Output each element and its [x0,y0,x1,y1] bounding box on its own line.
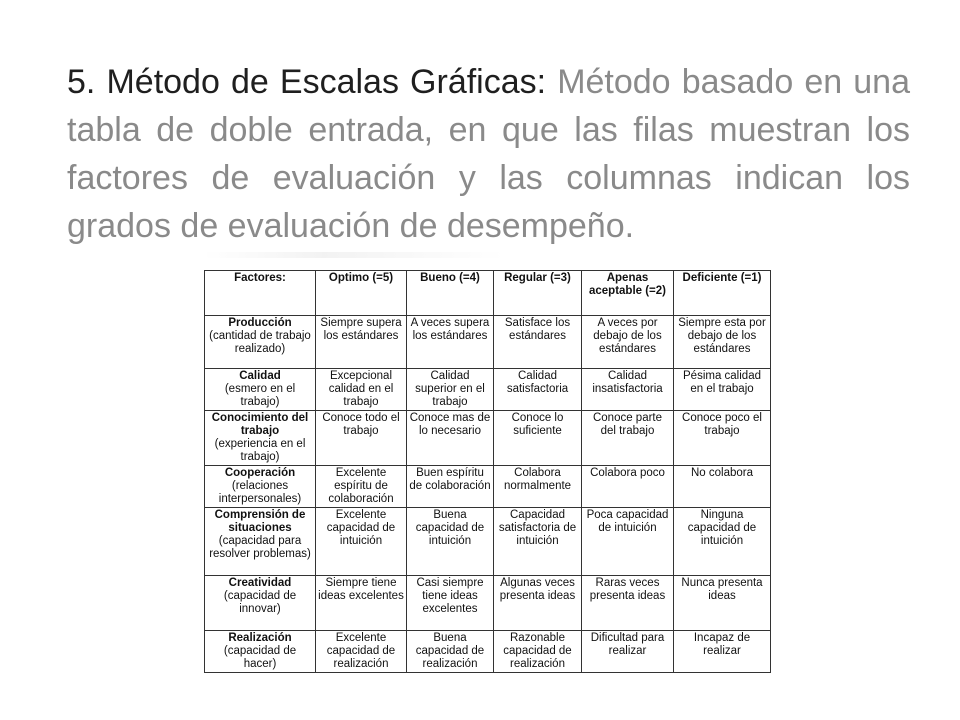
rating-cell: Conoce lo suficiente [494,411,582,466]
rating-cell: Dificultad para realizar [582,631,674,673]
factor-detail: (esmero en el trabajo) [224,383,296,408]
rating-cell: Buena capacidad de realización [407,631,494,673]
rating-cell: Excelente capacidad de intuición [316,508,407,576]
rating-cell: Casi siempre tiene ideas excelentes [407,576,494,631]
rating-cell: Conoce poco el trabajo [674,411,771,466]
rating-cell: Calidad satisfactoria [494,369,582,411]
rating-cell: Siempre supera los estándares [316,316,407,369]
factor-detail: (relaciones interpersonales) [218,480,302,505]
factor-name: Creatividad [228,577,292,589]
rating-cell: Calidad insatisfactoria [582,369,674,411]
factor-cell [205,316,316,369]
rating-cell: Ninguna capacidad de intuición [674,508,771,576]
factor-detail: (experiencia en el trabajo) [214,438,306,463]
rating-cell: Buen espíritu de colaboración [407,466,494,508]
slide-heading [67,58,910,250]
rating-cell: A veces por debajo de los estándares [582,316,674,369]
factor-detail: (cantidad de trabajo realizado) [209,330,311,355]
rating-cell: Buena capacidad de intuición [407,508,494,576]
factor-name: Conocimiento del trabajo [211,412,309,437]
rating-cell: Colabora normalmente [494,466,582,508]
table-row [205,411,771,466]
table-row [205,466,771,508]
header-cell: Factores: [205,271,316,316]
table-row [205,316,771,369]
rating-cell: Excelente capacidad de realización [316,631,407,673]
factor-cell [205,369,316,411]
header-cell: Apenas aceptable (=2) [582,271,674,316]
rating-cell: Satisface los estándares [494,316,582,369]
table-row [205,631,771,673]
rating-cell: Poca capacidad de intuición [582,508,674,576]
table-header-row [205,271,771,316]
rating-cell: Razonable capacidad de realización [494,631,582,673]
rating-cell: Siempre esta por debajo de los estándares [674,316,771,369]
header-cell: Regular (=3) [494,271,582,316]
factor-detail: (capacidad de hacer) [223,645,297,670]
factor-name: Comprensión de situaciones [214,509,306,534]
heading-title: Método de Escalas Gráficas: [106,63,547,101]
scan-artifact [204,252,504,258]
factor-cell [205,508,316,576]
rating-cell: Excepcional calidad en el trabajo [316,369,407,411]
factor-cell [205,576,316,631]
rating-cell: Nunca presenta ideas [674,576,771,631]
header-cell: Bueno (=4) [407,271,494,316]
header-cell: Optimo (=5) [316,271,407,316]
factor-name: Cooperación [224,467,296,479]
factor-detail: (capacidad de innovar) [223,590,297,615]
table-row [205,576,771,631]
factor-cell [205,466,316,508]
rating-cell: Conoce todo el trabajo [316,411,407,466]
heading-lead [67,63,546,101]
rating-cell: Siempre tiene ideas excelentes [316,576,407,631]
factor-name: Realización [228,632,292,644]
table-row [205,369,771,411]
evaluation-table [204,270,771,673]
rating-cell: Conoce parte del trabajo [582,411,674,466]
table-row [205,508,771,576]
rating-cell: Algunas veces presenta ideas [494,576,582,631]
factor-name: Producción [228,317,292,329]
rating-cell: A veces supera los estándares [407,316,494,369]
rating-cell: Calidad superior en el trabajo [407,369,494,411]
heading-description: Método basado en una tabla de doble entrada, en que las filas muestran los factores de evaluación y las columnas indican los grados de evaluación de desempeño. [67,63,910,245]
heading-number: 5. [67,63,96,101]
factor-cell [205,411,316,466]
rating-cell: Colabora poco [582,466,674,508]
header-cell: Deficiente (=1) [674,271,771,316]
factor-name: Calidad [239,370,281,382]
rating-cell: Excelente espíritu de colaboración [316,466,407,508]
rating-cell: Incapaz de realizar [674,631,771,673]
factor-cell [205,631,316,673]
rating-cell: Conoce mas de lo necesario [407,411,494,466]
rating-cell: Capacidad satisfactoria de intuición [494,508,582,576]
rating-cell: Pésima calidad en el trabajo [674,369,771,411]
rating-cell: No colabora [674,466,771,508]
rating-cell: Raras veces presenta ideas [582,576,674,631]
factor-detail: (capacidad para resolver problemas) [209,535,311,560]
